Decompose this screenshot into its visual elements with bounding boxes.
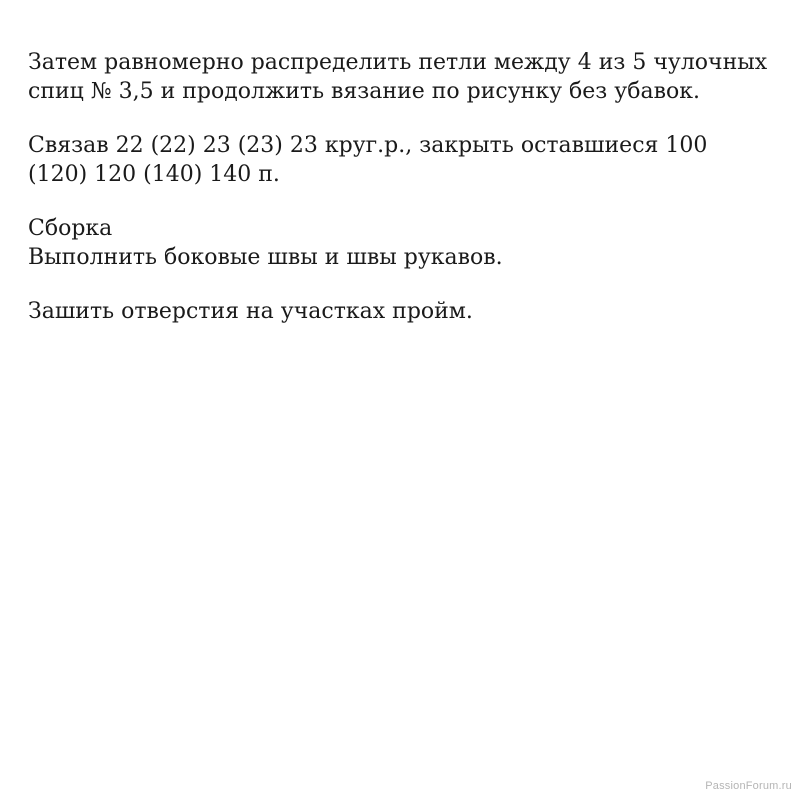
- paragraph-assembly: [28, 214, 788, 272]
- watermark: PassionForum.ru: [705, 780, 792, 792]
- document-body: [28, 48, 788, 351]
- text-line: Связав 22 (22) 23 (23) 23 круг.р., закрыть оставшиеся 100: [28, 133, 708, 158]
- text-line: Выполнить боковые швы и швы рукавов.: [28, 245, 503, 270]
- text-line: Зашить отверстия на участках пройм.: [28, 299, 473, 324]
- paragraph-redistribute-stitches: [28, 48, 788, 106]
- section-heading-assembly: Сборка: [28, 216, 113, 241]
- paragraph-armhole: [28, 297, 788, 326]
- paragraph-bind-off: [28, 131, 788, 189]
- text-line: спиц № 3,5 и продолжить вязание по рисунку без убавок.: [28, 79, 700, 104]
- text-line: (120) 120 (140) 140 п.: [28, 162, 280, 187]
- text-line: Затем равномерно распределить петли между 4 из 5 чулочных: [28, 50, 768, 75]
